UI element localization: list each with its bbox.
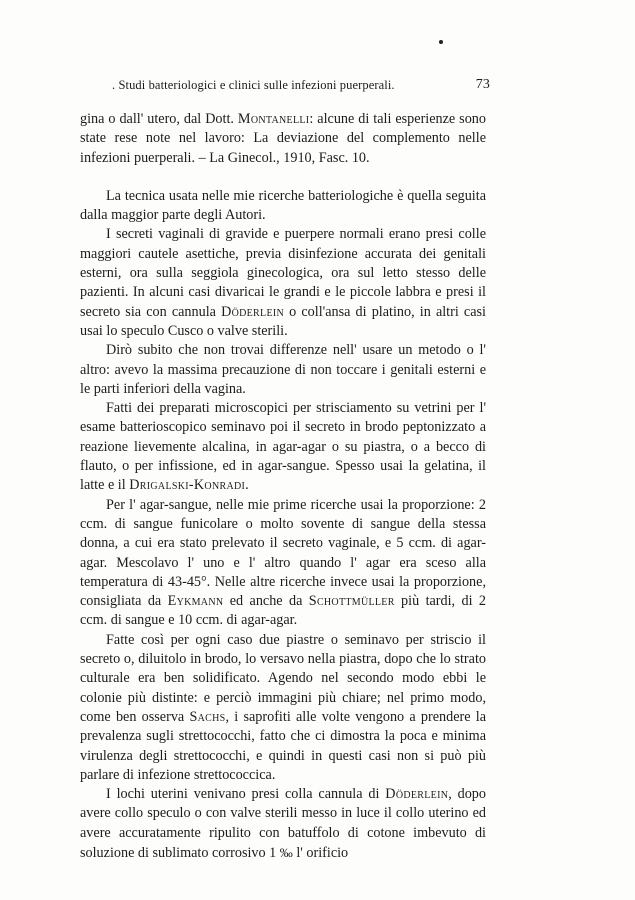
author-name: Montanelli <box>237 111 310 127</box>
author-name: Drigalski-Konradi <box>129 477 246 494</box>
paragraph-7 <box>80 631 486 785</box>
text-run: , dopo avere collo speculo o con valve sterili messo in luce il collo uterino ed avere accuratamente ripulito con batuffolo di cotone imbevuto di soluzione di sublimato corrosivo 1 <box>80 786 486 861</box>
text-run: Dirò subito che non trovai differenze nell' usare un metodo o l' altro: avevo la massima precauzione di non toccare i genitali esterni e le parti inferiori della vagina. <box>80 342 486 397</box>
text-run: I secreti vaginali di gravide e puerpere normali erano presi colle maggiori cautele asettiche, previa disinfezione accurata dei genitali esterni, ora sulla seggiola ginecologica, ora sul letto stesso delle pazienti. In alcuni casi divaricai le grandi e le piccole labbra e presi il secreto sia con cannula <box>80 226 486 320</box>
text-run: : alcune di tali esperienze sono state rese note nel lavoro: La deviazione del complemento nelle infezioni puerperali. – La Ginecol., 1910, Fasc. 10. <box>80 111 486 166</box>
text-run: gina o dall' utero, dal Dott. <box>80 111 238 127</box>
paragraph-4 <box>80 341 486 399</box>
author-name: Schottmüller <box>308 593 395 610</box>
text-run: . <box>245 477 249 494</box>
paragraph-8 <box>80 785 486 863</box>
text-run: , i saprofiti alle volte vengono a prendere la prevalenza sugli strettococchi, fatto che ci dimostra la poca e minima virulenza degli strettococchi, e quindi in questi casi non si può più parlare di infezione strettococcica. <box>80 708 486 783</box>
author-name: Eykmann <box>167 593 224 610</box>
paragraph-2 <box>80 187 486 226</box>
running-title: . Studi batteriologici e clinici sulle infezioni puerperali. <box>112 78 395 92</box>
text-run: l' orificio <box>292 844 349 861</box>
text-run: Fatti dei preparati microscopici per strisciamento su vetrini per l' esame batterioscopico seminavo poi il secreto in brodo peptonizzato a reazione lievemente alcalina, in agar-agar o su piastra, o a becco di flauto, o per infissione, ed in agar-sangue. Spesso usai la gelatina, il latte e il <box>80 400 486 494</box>
body-text <box>80 110 486 863</box>
text-run: più tardi, di 2 ccm. di sangue e 10 ccm. di agar-agar. <box>80 593 486 629</box>
paragraph-6 <box>80 496 486 631</box>
text-run: La tecnica usata nelle mie ricerche batteriologiche è quella seguita dalla maggior parte degli Autori. <box>80 187 486 224</box>
page-number: 73 <box>475 77 490 92</box>
paragraph-3 <box>80 225 486 341</box>
per-mille-sign: ‰ <box>279 844 293 860</box>
text-run: ed anche da <box>223 593 309 610</box>
print-speck <box>439 40 443 44</box>
author-name: Sachs <box>189 708 226 725</box>
paragraph-5 <box>80 399 486 495</box>
author-name: Döderlein <box>385 786 449 803</box>
text-run: Fatte così per ogni caso due piastre o seminavo per striscio il secreto o, diluitolo in brodo, lo versavo nella piastra, dopo che lo strato culturale era ben solidificato. Agendo nel secondo modo ebbi le colonie più distinte: e perciò immagini più chiare; nel primo modo, come ben osserva <box>80 631 486 725</box>
text-run: I lochi uterini venivano presi colla cannula di <box>106 786 386 803</box>
text-run: Per l' agar-sangue, nelle mie prime ricerche usai la proporzione: 2 ccm. di sangue funicolare o molto sovente di sangue della stessa donna, a cui era stato prelevato il secreto vaginale, e 5 ccm. di agar-agar. Mescolavo l' uno e l' altro quando l' agar era sceso alla temperatura di 43-45°. Nelle altre ricerche invece usai la proporzione, consigliata da <box>80 496 486 610</box>
author-name: Döderlein <box>221 303 284 320</box>
paragraph-1 <box>80 110 486 168</box>
text-run: o coll'ansa di platino, in altri casi usai lo speculo Cusco o valve sterili. <box>80 303 486 339</box>
